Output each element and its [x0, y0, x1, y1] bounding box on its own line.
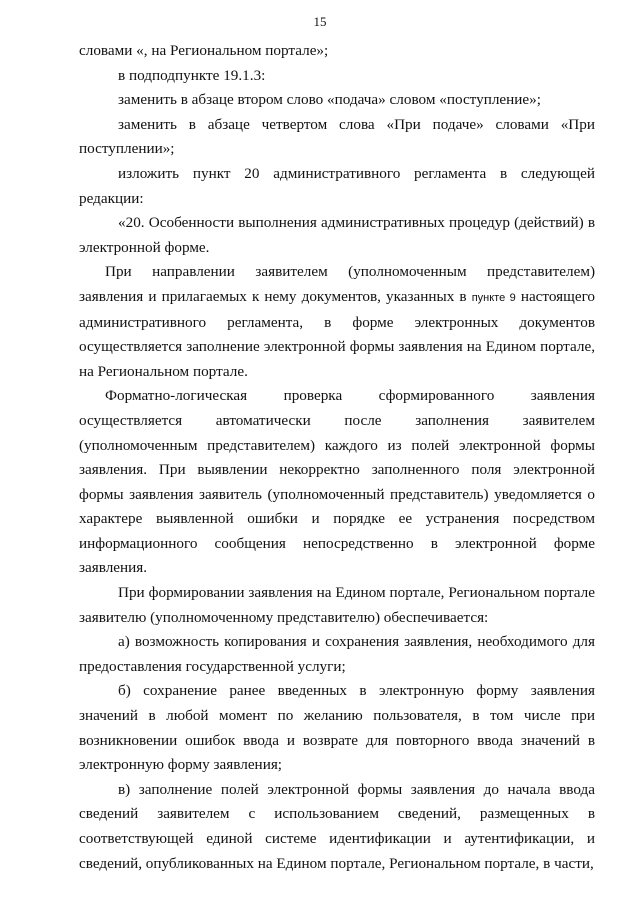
document-body [79, 39, 595, 876]
paragraph-7 [79, 260, 595, 384]
paragraph-11: б) сохранение ранее введенных в электронную форму заявления значений в любой момент по желанию пользователя, в том числе при возникновении ошибок ввода и возврате для повторного ввода значений в электронную форму заявления; [79, 682, 595, 774]
page-number: 15 [313, 14, 327, 29]
paragraph-7-rest: настоящего административного регламента, в форме электронных документов осуществляется заполнение электронной формы заявления на Едином портале, на Региональном портале. [79, 287, 596, 380]
paragraph-8: Форматно-логическая проверка сформированного заявления осуществляется автоматически после заполнения заявителем (уполномоченным представителем) каждого из полей электронной формы заявления. При выявлении некорректно заполненного поля электронной формы заявления заявитель (уполномоченный представитель) уведомляется о характере выявленной ошибки и порядке ее устранения посредством информационного сообщения непосредственно в электронной форме заявления. [79, 387, 595, 577]
paragraph-6: «20. Особенности выполнения административных процедур (действий) в электронной форме. [79, 214, 595, 256]
paragraph-4: заменить в абзаце четвертом слова «При подаче» словами «При поступлении»; [79, 115, 595, 158]
paragraph-1: словами «, на Региональном портале»; [79, 42, 329, 59]
paragraph-3: заменить в абзаце втором слово «подача» словом «поступление»; [118, 91, 541, 109]
paragraph-7-text: При направлении заявителем (уполномоченным представителем) заявления и прилагаемых к нему документов, указанных в [79, 263, 595, 305]
paragraph-5: изложить пункт 20 административного регламента в следующей редакции: [79, 164, 595, 207]
paragraph-2: в подподпункте 19.1.3: [118, 66, 266, 84]
paragraph-9: При формировании заявления на Едином портале, Региональном портале заявителю (уполномоченному представителю) обеспечивается: [79, 584, 595, 626]
paragraph-10: а) возможность копирования и сохранения заявления, необходимого для предоставления государственной услуги; [79, 633, 595, 675]
paragraph-7-ref: пункте 9 [471, 291, 516, 304]
paragraph-12: в) заполнение полей электронной формы заявления до начала ввода сведений заявителем с использованием сведений, размещенных в соответствующей единой системе идентификации и аутентификации, и сведений, опубликованных на Едином портале, Региональном портале, в части, [79, 780, 595, 872]
